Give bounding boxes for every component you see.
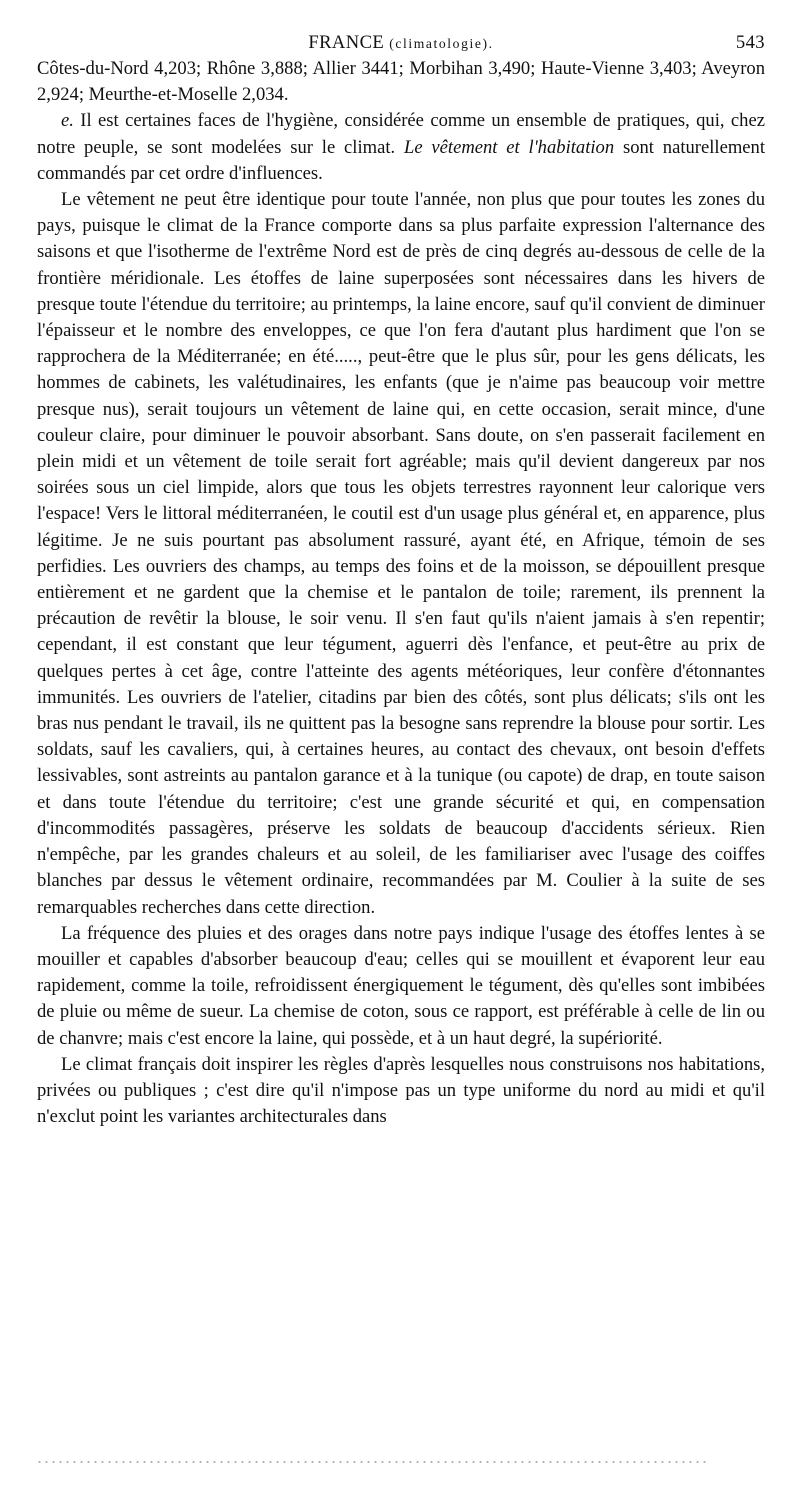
running-title-main: FRANCE <box>308 32 385 53</box>
paragraph-clothing: Le vêtement ne peut être identique pour toute l'année, non plus que pour toutes les zones du pays, puisque le climat de la France comporte dans sa plus parfaite expression l'alternance des saisons et que l'isotherme de l'extrême Nord est de près de cinq degrés au-dessous de celle de la frontière méridionale. Les étoffes de laine superposées sont nécessaires dans les hivers de presque toute l'étendue du territoire; au printemps, la laine encore, sauf qu'il convient de diminuer l'épaisseur et le nombre des enveloppes, ce que l'on fera d'autant plus hardiment que l'on se rapprochera de la Méditerranée; en été....., peut-être que le plus sûr, pour les gens délicats, les hommes de cabinets, les valétudinaires, les enfants (que je n'aime pas beaucoup voir mettre presque nus), serait toujours un vêtement de laine qui, en cette occasion, serait mince, d'une couleur claire, pour diminuer le pouvoir absorbant. Sans doute, on s'en passerait facilement en plein midi et un vêtement de toile serait fort agréable; mais qu'il devient dangereux par nos soirées sous un ciel limpide, alors que tous les objets terrestres rayonnent leur calorique vers l'espace! Vers le littoral méditerranéen, le coutil est d'un usage plus général et, en apparence, plus légitime. Je ne suis pourtant pas absolument rassuré, ayant été, en Afrique, témoin de ses perfidies. Les ouvriers des champs, au temps des foins et de la moisson, se dépouillent presque entièrement et ne gardent que la chemise et le pantalon de toile; rarement, ils prennent la précaution de revêtir la blouse, le soir venu. Il s'en faut qu'ils n'aient jamais à s'en repentir; cependant, il est constant que leur tégument, aguerri dès l'enfance, et peut-être au prix de quelques pertes à cet âge, contre l'atteinte des agents météoriques, leur confère d'étonnantes immunités. Les ouvriers de l'atelier, citadins par bien des côtés, sont plus délicats; s'ils ont les bras nus pendant le travail, ils ne quittent pas la besogne sans reprendre la blouse pour sortir. Les soldats, sauf les cavaliers, qui, à certaines heures, au contact des chevaux, ont besoin d'effets lessivables, sont astreints au pantalon garance et à la tunique (ou capote) de drap, en toute saison et dans toute l'étendue du territoire; c'est une grande sécurité et qui, en compensation d'incommodités passagères, préserve les soldats de beaucoup d'accidents sérieux. Rien n'empêche, par les grandes chaleurs et au soleil, de les familiariser avec l'usage des coiffes blanches par dessus le vêtement ordinaire, recommandées par M. Coulier à la suite de ses remarquables recherches dans cette direction. <box>37 189 765 918</box>
paragraph-hygiene-text-b: sont naturellement commandés par cet ordre d'influences. <box>37 136 766 184</box>
paragraph-hygiene-text-a: Il est certaines faces de l'hygiène, considérée comme un ensemble de pratiques, qui, chez notre peuple, se sont modelées sur le climat. <box>37 110 765 158</box>
running-header <box>37 30 765 56</box>
paragraph-hygiene-italic: Le vêtement et l'habitation <box>403 136 615 158</box>
document-page <box>37 30 765 1130</box>
section-letter: e. <box>61 110 74 132</box>
paragraph-housing: Le climat français doit inspirer les règles d'après lesquelles nous construisons nos habitations, privées ou publiques ; c'est dire qu'il n'impose pas un type uniforme du nord au midi et qu'il n'exclut point les variantes architecturales dans <box>37 1053 765 1128</box>
paragraph-hygiene <box>37 108 765 187</box>
paragraph-statistics: Côtes-du-Nord 4,203; Rhône 3,888; Allier 3441; Morbihan 3,490; Haute-Vienne 3,403; Aveyron 2,924; Meurthe-et-Moselle 2,034. <box>37 58 765 106</box>
paragraph-rain: La fréquence des pluies et des orages dans notre pays indique l'usage des étoffes lentes à se mouiller et capables d'absorber beaucoup d'eau; celles qui se mouillent et évaporent leur eau rapidement, comme la toile, refroidissent énergiquement le tégument, dès qu'elles sont imbibées de pluie ou même de sueur. La chemise de coton, sous ce rapport, est préférable à celle de lin ou de chanvre; mais c'est encore la laine, qui possède, et à un haut degré, la supériorité. <box>37 922 765 1049</box>
running-title <box>77 30 725 57</box>
page-number: 543 <box>735 32 765 53</box>
running-title-sub: (climatologie). <box>389 36 494 51</box>
footer-dotted-rule <box>36 1460 708 1464</box>
